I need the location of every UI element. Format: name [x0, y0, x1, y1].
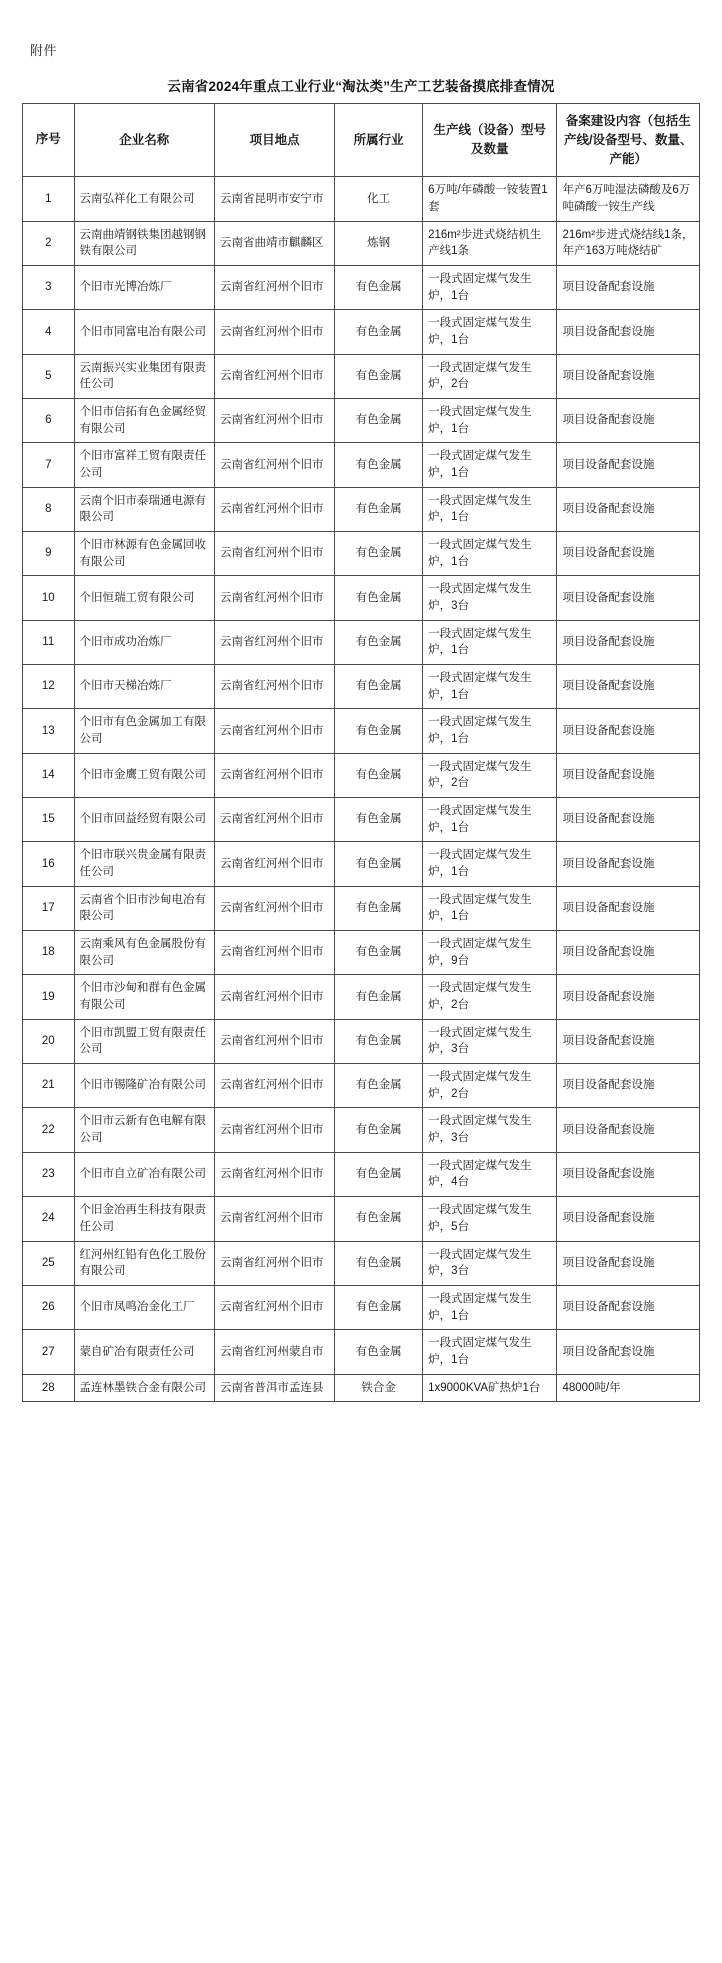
cell-location: 云南省红河州个旧市	[214, 265, 334, 309]
cell-location: 云南省红河州个旧市	[214, 1241, 334, 1285]
cell-line: 一段式固定煤气发生炉，5台	[423, 1197, 557, 1241]
cell-industry: 有色金属	[335, 620, 423, 664]
cell-location: 云南省红河州个旧市	[214, 753, 334, 797]
table-row	[23, 1374, 700, 1402]
cell-location: 云南省红河州个旧市	[214, 354, 334, 398]
cell-location: 云南省红河州个旧市	[214, 1197, 334, 1241]
cell-company: 云南曲靖钢铁集团越钢钢铁有限公司	[74, 221, 214, 265]
cell-line: 一段式固定煤气发生炉，1台	[423, 620, 557, 664]
cell-line: 6万吨/年磷酸一铵装置1套	[423, 177, 557, 221]
cell-record: 项目设备配套设施	[557, 1064, 700, 1108]
cell-industry: 有色金属	[335, 354, 423, 398]
cell-seq: 8	[23, 487, 75, 531]
cell-company: 个旧市有色金属加工有限公司	[74, 709, 214, 753]
cell-industry: 有色金属	[335, 665, 423, 709]
table-header-row	[23, 104, 700, 177]
cell-record: 项目设备配套设施	[557, 886, 700, 930]
cell-record: 项目设备配套设施	[557, 443, 700, 487]
cell-company: 云南弘祥化工有限公司	[74, 177, 214, 221]
cell-seq: 1	[23, 177, 75, 221]
cell-record: 项目设备配套设施	[557, 1197, 700, 1241]
cell-company: 个旧市光博冶炼厂	[74, 265, 214, 309]
column-header-seq-label: 序号	[35, 132, 61, 147]
table-row	[23, 576, 700, 620]
cell-company: 云南个旧市泰瑞通电源有限公司	[74, 487, 214, 531]
table-row	[23, 443, 700, 487]
cell-seq: 11	[23, 620, 75, 664]
cell-seq: 5	[23, 354, 75, 398]
cell-line: 一段式固定煤气发生炉，4台	[423, 1152, 557, 1196]
cell-line: 一段式固定煤气发生炉，3台	[423, 576, 557, 620]
table-row	[23, 487, 700, 531]
cell-location: 云南省红河州个旧市	[214, 1152, 334, 1196]
cell-seq: 12	[23, 665, 75, 709]
cell-location: 云南省红河州个旧市	[214, 975, 334, 1019]
column-header-industry: 所属行业	[335, 104, 423, 177]
cell-seq: 6	[23, 398, 75, 442]
cell-industry: 有色金属	[335, 1241, 423, 1285]
cell-line: 一段式固定煤气发生炉，9台	[423, 931, 557, 975]
cell-industry: 有色金属	[335, 886, 423, 930]
cell-line: 一段式固定煤气发生炉，1台	[423, 798, 557, 842]
table-row	[23, 886, 700, 930]
cell-location: 云南省红河州个旧市	[214, 576, 334, 620]
cell-industry: 有色金属	[335, 975, 423, 1019]
cell-line: 一段式固定煤气发生炉，1台	[423, 487, 557, 531]
cell-industry: 有色金属	[335, 576, 423, 620]
cell-company: 个旧恒瑞工贸有限公司	[74, 576, 214, 620]
cell-industry: 有色金属	[335, 443, 423, 487]
cell-company: 个旧市沙甸和群有色金属有限公司	[74, 975, 214, 1019]
cell-company: 个旧市天梯冶炼厂	[74, 665, 214, 709]
cell-seq: 15	[23, 798, 75, 842]
cell-line: 一段式固定煤气发生炉，1台	[423, 310, 557, 354]
cell-company: 个旧市凤鸣冶金化工厂	[74, 1285, 214, 1329]
cell-record: 48000吨/年	[557, 1374, 700, 1402]
table-row	[23, 1285, 700, 1329]
cell-location: 云南省红河州个旧市	[214, 443, 334, 487]
cell-line: 一段式固定煤气发生炉，1台	[423, 532, 557, 576]
table-row	[23, 842, 700, 886]
cell-record: 项目设备配套设施	[557, 709, 700, 753]
cell-record: 项目设备配套设施	[557, 487, 700, 531]
cell-company: 个旧金冶再生科技有限责任公司	[74, 1197, 214, 1241]
cell-company: 蒙自矿冶有限责任公司	[74, 1330, 214, 1374]
cell-record: 216m²步进式烧结线1条，年产163万吨烧结矿	[557, 221, 700, 265]
cell-industry: 铁合金	[335, 1374, 423, 1402]
cell-record: 项目设备配套设施	[557, 310, 700, 354]
cell-industry: 有色金属	[335, 1108, 423, 1152]
cell-industry: 有色金属	[335, 798, 423, 842]
cell-location: 云南省红河州个旧市	[214, 1285, 334, 1329]
cell-location: 云南省普洱市孟连县	[214, 1374, 334, 1402]
table-body	[23, 177, 700, 1402]
cell-seq: 16	[23, 842, 75, 886]
cell-location: 云南省红河州个旧市	[214, 1108, 334, 1152]
survey-table	[22, 103, 700, 1402]
cell-industry: 有色金属	[335, 1152, 423, 1196]
cell-company: 云南乘风有色金属股份有限公司	[74, 931, 214, 975]
cell-seq: 4	[23, 310, 75, 354]
cell-company: 个旧市锡隆矿冶有限公司	[74, 1064, 214, 1108]
cell-record: 年产6万吨湿法磷酸及6万吨磷酸一铵生产线	[557, 177, 700, 221]
cell-record: 项目设备配套设施	[557, 620, 700, 664]
table-row	[23, 177, 700, 221]
cell-industry: 炼钢	[335, 221, 423, 265]
cell-record: 项目设备配套设施	[557, 1019, 700, 1063]
cell-seq: 9	[23, 532, 75, 576]
cell-line: 一段式固定煤气发生炉，1台	[423, 842, 557, 886]
cell-seq: 13	[23, 709, 75, 753]
cell-location: 云南省红河州个旧市	[214, 842, 334, 886]
cell-location: 云南省红河州个旧市	[214, 620, 334, 664]
cell-seq: 23	[23, 1152, 75, 1196]
cell-line: 一段式固定煤气发生炉，3台	[423, 1241, 557, 1285]
cell-company: 个旧市同富电冶有限公司	[74, 310, 214, 354]
table-row	[23, 620, 700, 664]
table-row	[23, 1241, 700, 1285]
cell-line: 一段式固定煤气发生炉，1台	[423, 709, 557, 753]
cell-industry: 有色金属	[335, 487, 423, 531]
cell-record: 项目设备配套设施	[557, 1285, 700, 1329]
cell-location: 云南省红河州个旧市	[214, 487, 334, 531]
cell-record: 项目设备配套设施	[557, 665, 700, 709]
cell-record: 项目设备配套设施	[557, 798, 700, 842]
table-row	[23, 221, 700, 265]
cell-company: 个旧市自立矿冶有限公司	[74, 1152, 214, 1196]
column-header-line: 生产线（设备）型号及数量	[423, 104, 557, 177]
cell-industry: 有色金属	[335, 1285, 423, 1329]
table-row	[23, 532, 700, 576]
table-row	[23, 1064, 700, 1108]
cell-line: 一段式固定煤气发生炉，3台	[423, 1019, 557, 1063]
cell-industry: 有色金属	[335, 1019, 423, 1063]
cell-industry: 有色金属	[335, 398, 423, 442]
cell-company: 个旧市回益经贸有限公司	[74, 798, 214, 842]
cell-seq: 28	[23, 1374, 75, 1402]
cell-line: 一段式固定煤气发生炉，1台	[423, 398, 557, 442]
cell-record: 项目设备配套设施	[557, 1241, 700, 1285]
cell-seq: 2	[23, 221, 75, 265]
cell-location: 云南省红河州个旧市	[214, 931, 334, 975]
attachment-label: 附件	[30, 43, 58, 58]
cell-line: 216m²步进式烧结机生产线1条	[423, 221, 557, 265]
cell-company: 个旧市云新有色电解有限公司	[74, 1108, 214, 1152]
cell-seq: 24	[23, 1197, 75, 1241]
cell-seq: 3	[23, 265, 75, 309]
cell-line: 1x9000KVA矿热炉1台	[423, 1374, 557, 1402]
cell-company: 个旧市凯盟工贸有限责任公司	[74, 1019, 214, 1063]
cell-location: 云南省红河州个旧市	[214, 665, 334, 709]
cell-seq: 19	[23, 975, 75, 1019]
cell-company: 红河州红铅有色化工股份有限公司	[74, 1241, 214, 1285]
cell-location: 云南省红河州个旧市	[214, 1064, 334, 1108]
cell-line: 一段式固定煤气发生炉，1台	[423, 1330, 557, 1374]
cell-line: 一段式固定煤气发生炉，2台	[423, 975, 557, 1019]
table-row	[23, 1108, 700, 1152]
cell-record: 项目设备配套设施	[557, 1330, 700, 1374]
cell-record: 项目设备配套设施	[557, 354, 700, 398]
cell-industry: 有色金属	[335, 1064, 423, 1108]
table-row	[23, 1330, 700, 1374]
cell-line: 一段式固定煤气发生炉，1台	[423, 1285, 557, 1329]
cell-location: 云南省红河州个旧市	[214, 1019, 334, 1063]
cell-location: 云南省红河州个旧市	[214, 310, 334, 354]
cell-location: 云南省红河州个旧市	[214, 532, 334, 576]
column-header-company: 企业名称	[74, 104, 214, 177]
column-header-record: 备案建设内容（包括生产线/设备型号、数量、产能）	[557, 104, 700, 177]
cell-industry: 有色金属	[335, 265, 423, 309]
cell-seq: 10	[23, 576, 75, 620]
cell-location: 云南省昆明市安宁市	[214, 177, 334, 221]
cell-line: 一段式固定煤气发生炉，3台	[423, 1108, 557, 1152]
table-row	[23, 398, 700, 442]
cell-seq: 17	[23, 886, 75, 930]
cell-location: 云南省红河州个旧市	[214, 709, 334, 753]
cell-record: 项目设备配套设施	[557, 265, 700, 309]
table-row	[23, 798, 700, 842]
cell-line: 一段式固定煤气发生炉，2台	[423, 354, 557, 398]
cell-industry: 有色金属	[335, 709, 423, 753]
table-row	[23, 1152, 700, 1196]
cell-seq: 27	[23, 1330, 75, 1374]
cell-company: 个旧市信拓有色金属经贸有限公司	[74, 398, 214, 442]
cell-record: 项目设备配套设施	[557, 576, 700, 620]
cell-industry: 有色金属	[335, 310, 423, 354]
column-header-seq	[23, 104, 75, 177]
cell-location: 云南省曲靖市麒麟区	[214, 221, 334, 265]
cell-company: 个旧市联兴贵金属有限责任公司	[74, 842, 214, 886]
cell-line: 一段式固定煤气发生炉，2台	[423, 1064, 557, 1108]
cell-industry: 有色金属	[335, 1330, 423, 1374]
cell-record: 项目设备配套设施	[557, 753, 700, 797]
cell-seq: 7	[23, 443, 75, 487]
cell-seq: 25	[23, 1241, 75, 1285]
cell-line: 一段式固定煤气发生炉，1台	[423, 265, 557, 309]
cell-seq: 22	[23, 1108, 75, 1152]
cell-record: 项目设备配套设施	[557, 1108, 700, 1152]
cell-record: 项目设备配套设施	[557, 1152, 700, 1196]
table-row	[23, 975, 700, 1019]
cell-line: 一段式固定煤气发生炉，1台	[423, 665, 557, 709]
table-header	[23, 104, 700, 177]
cell-location: 云南省红河州个旧市	[214, 886, 334, 930]
table-row	[23, 354, 700, 398]
cell-record: 项目设备配套设施	[557, 532, 700, 576]
cell-company: 孟连林墨铁合金有限公司	[74, 1374, 214, 1402]
cell-company: 个旧市成功冶炼厂	[74, 620, 214, 664]
cell-company: 个旧市林源有色金属回收有限公司	[74, 532, 214, 576]
cell-record: 项目设备配套设施	[557, 975, 700, 1019]
table-row	[23, 665, 700, 709]
cell-industry: 有色金属	[335, 532, 423, 576]
cell-seq: 20	[23, 1019, 75, 1063]
cell-location: 云南省红河州蒙自市	[214, 1330, 334, 1374]
table-row	[23, 931, 700, 975]
cell-record: 项目设备配套设施	[557, 842, 700, 886]
cell-industry: 有色金属	[335, 753, 423, 797]
table-row	[23, 709, 700, 753]
cell-location: 云南省红河州个旧市	[214, 398, 334, 442]
cell-line: 一段式固定煤气发生炉，2台	[423, 753, 557, 797]
cell-seq: 18	[23, 931, 75, 975]
cell-seq: 26	[23, 1285, 75, 1329]
table-row	[23, 1197, 700, 1241]
cell-line: 一段式固定煤气发生炉，1台	[423, 886, 557, 930]
table-row	[23, 1019, 700, 1063]
table-row	[23, 310, 700, 354]
cell-company: 云南省个旧市沙甸电冶有限公司	[74, 886, 214, 930]
cell-industry: 有色金属	[335, 1197, 423, 1241]
cell-industry: 有色金属	[335, 842, 423, 886]
cell-record: 项目设备配套设施	[557, 931, 700, 975]
column-header-location: 项目地点	[214, 104, 334, 177]
cell-location: 云南省红河州个旧市	[214, 798, 334, 842]
table-row	[23, 265, 700, 309]
cell-line: 一段式固定煤气发生炉，1台	[423, 443, 557, 487]
cell-record: 项目设备配套设施	[557, 398, 700, 442]
page-title: 云南省2024年重点工业行业“淘汰类”生产工艺装备摸底排查情况	[167, 79, 555, 94]
cell-industry: 有色金属	[335, 931, 423, 975]
table-row	[23, 753, 700, 797]
cell-company: 云南振兴实业集团有限责任公司	[74, 354, 214, 398]
cell-seq: 21	[23, 1064, 75, 1108]
cell-company: 个旧市富祥工贸有限责任公司	[74, 443, 214, 487]
cell-seq: 14	[23, 753, 75, 797]
cell-company: 个旧市金鹰工贸有限公司	[74, 753, 214, 797]
cell-industry: 化工	[335, 177, 423, 221]
